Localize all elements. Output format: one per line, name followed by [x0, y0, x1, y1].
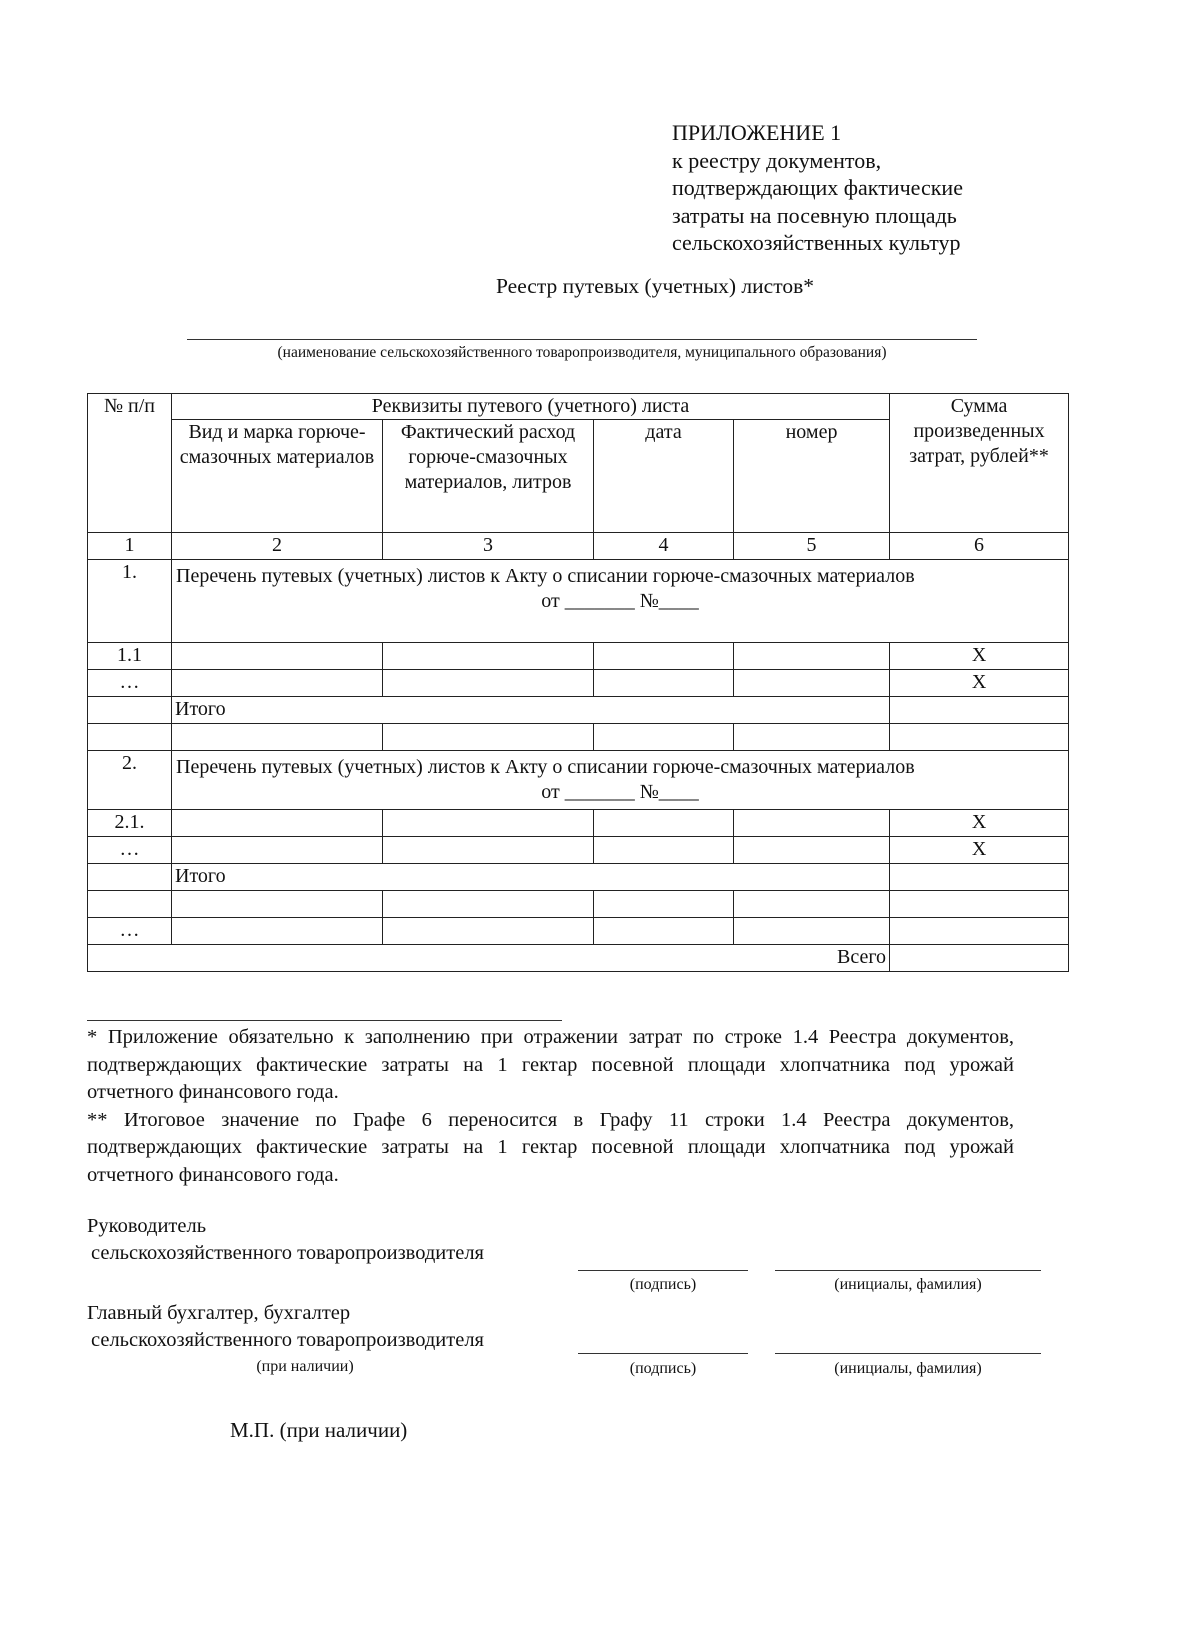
accountant-org: сельскохозяйственного товаропроизводителя [91, 1329, 484, 1351]
cell-number[interactable] [734, 810, 890, 837]
col-number: 2 [172, 533, 383, 560]
table-row [88, 643, 1069, 670]
section-act-ref: от _______ №____ [541, 590, 699, 612]
cell-number[interactable] [734, 837, 890, 864]
total-label: Итого [172, 864, 890, 891]
cell-number[interactable] [734, 643, 890, 670]
table-row [88, 724, 1069, 751]
section-title: Перечень путевых (учетных) листов к Акту о списании горюче-смазочных материалов [176, 756, 915, 778]
total-row [88, 697, 1069, 724]
accountant-note: (при наличии) [256, 1358, 354, 1375]
accountant-name-caption: (инициалы, фамилия) [834, 1360, 982, 1377]
header-consumption: Фактический расход горюче-смазочных материалов, литров [383, 420, 594, 533]
grand-total-sum[interactable] [890, 945, 1069, 972]
table-row [88, 837, 1069, 864]
registry-table [87, 393, 1069, 972]
cell-date[interactable] [594, 643, 734, 670]
cell-fuel[interactable] [172, 643, 383, 670]
table-row [88, 891, 1069, 918]
accountant-signature-field[interactable] [578, 1353, 748, 1354]
head-signature-caption: (подпись) [629, 1276, 697, 1293]
grand-total-label: Всего [88, 945, 890, 972]
total-row [88, 864, 1069, 891]
head-signature-field[interactable] [578, 1270, 748, 1271]
total-sum[interactable] [890, 697, 1069, 724]
head-org: сельскохозяйственного товаропроизводителя [91, 1242, 484, 1264]
grand-total-row [88, 945, 1069, 972]
cell-consumption[interactable] [383, 810, 594, 837]
col-number: 4 [594, 533, 734, 560]
row-num: 1.1 [88, 643, 172, 670]
footnote-2: ** Итоговое значение по Графе 6 переносится в Графу 11 строки 1.4 Реестра документов, подтверждающих фактические затраты на 1 гектар посевной площади хлопчатника под урожай отчетного финансового года. [87, 1108, 1014, 1186]
section-title: Перечень путевых (учетных) листов к Акту о списании горюче-смазочных материалов [176, 565, 915, 587]
accountant-title: Главный бухгалтер, бухгалтер [87, 1302, 351, 1324]
section-title-cell [172, 751, 1069, 810]
footnote-divider [87, 1020, 562, 1021]
cell-sum: X [890, 837, 1069, 864]
header-fuel: Вид и марка горюче-смазочных материалов [172, 420, 383, 533]
appendix-title: ПРИЛОЖЕНИЕ 1 [672, 120, 842, 145]
cell-fuel[interactable] [172, 810, 383, 837]
table-row [88, 810, 1069, 837]
cell-date[interactable] [594, 810, 734, 837]
row-num: … [88, 837, 172, 864]
row-num: … [88, 670, 172, 697]
header-group: Реквизиты путевого (учетного) листа [172, 394, 890, 420]
producer-name-field[interactable] [187, 339, 977, 340]
document-title: Реестр путевых (учетных) листов* [496, 274, 814, 298]
cell-consumption[interactable] [383, 643, 594, 670]
header-number: номер [734, 420, 890, 533]
stamp-place: М.П. (при наличии) [230, 1418, 408, 1442]
col-number: 3 [383, 533, 594, 560]
appendix-line: сельскохозяйственных культур [672, 230, 961, 255]
cell-number[interactable] [734, 670, 890, 697]
cell-sum: X [890, 810, 1069, 837]
footnote-1: * Приложение обязательно к заполнению при отражении затрат по строке 1.4 Реестра документов, подтверждающих фактические затраты на 1 гектар посевной площади хлопчатника под урожай отчетного финансового года. [87, 1026, 1014, 1103]
table-row [88, 670, 1069, 697]
cell-consumption[interactable] [383, 837, 594, 864]
row-num: … [88, 918, 172, 945]
total-sum[interactable] [890, 864, 1069, 891]
cell-date[interactable] [594, 837, 734, 864]
appendix-line: к реестру документов, [672, 147, 882, 173]
header-num: № п/п [88, 394, 172, 533]
cell-sum: X [890, 643, 1069, 670]
col-number: 1 [88, 533, 172, 560]
head-name-caption: (инициалы, фамилия) [834, 1276, 982, 1293]
header-date: дата [594, 420, 734, 533]
row-num: 2.1. [88, 810, 172, 837]
appendix-header [672, 119, 963, 257]
total-label: Итого [172, 697, 890, 724]
header-sum: Сумма произведенных затрат, рублей** [890, 394, 1069, 533]
cell-consumption[interactable] [383, 670, 594, 697]
section-num: 1. [88, 560, 172, 643]
appendix-line: затраты на посевную площадь [672, 202, 957, 228]
section-num: 2. [88, 751, 172, 810]
col-number: 6 [890, 533, 1069, 560]
head-name-field[interactable] [775, 1270, 1041, 1271]
appendix-line: подтверждающих фактические [672, 175, 963, 200]
accountant-name-field[interactable] [775, 1353, 1041, 1354]
col-number: 5 [734, 533, 890, 560]
footnotes [87, 1024, 1014, 1189]
table-row [88, 918, 1069, 945]
cell-sum: X [890, 670, 1069, 697]
cell-fuel[interactable] [172, 670, 383, 697]
section-title-cell [172, 560, 1069, 643]
section-act-ref: от _______ №____ [541, 781, 699, 803]
cell-date[interactable] [594, 670, 734, 697]
producer-name-caption: (наименование сельскохозяйственного товаропроизводителя, муниципального образования) [277, 344, 887, 361]
accountant-signature-caption: (подпись) [629, 1360, 697, 1377]
head-title: Руководитель [87, 1215, 207, 1237]
cell-fuel[interactable] [172, 837, 383, 864]
